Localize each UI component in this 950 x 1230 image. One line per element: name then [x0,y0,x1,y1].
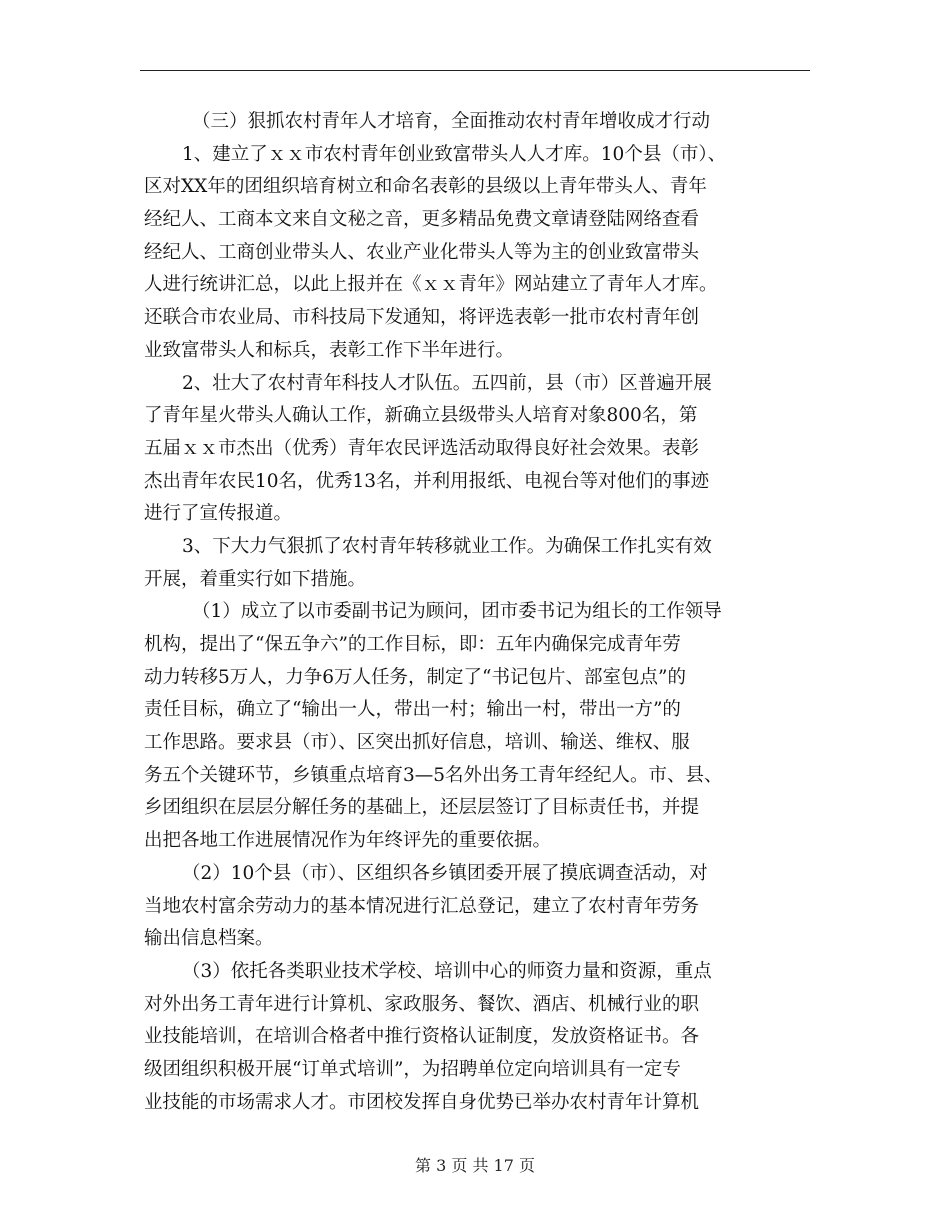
paragraph-line: 进行了宣传报道。 [144,503,293,525]
paragraph-line: 区对XX年的团组织培育树立和命名表彰的县级以上青年带头人、青年 [144,176,707,198]
page-number: 第 3 页 共 17 页 [415,1156,535,1175]
paragraph-line: 开展，着重实行如下措施。 [144,568,367,590]
paragraph-line: 还联合市农业局、市科技局下发通知，将评选表彰一批市农村青年创 [144,307,700,329]
paragraph-line: 1、建立了ｘｘ市农村青年创业致富带头人人才库。10个县（市）、 [182,143,727,165]
paragraph-line: 人进行统讲汇总，以此上报并在《ｘｘ青年》网站建立了青年人才库。 [144,274,718,296]
paragraph-line: 经纪人、工商创业带头人、农业产业化带头人等为主的创业致富带头 [144,241,700,263]
document-body [144,106,814,1119]
paragraph-line: （3）依托各类职业技术学校、培训中心的师资力量和资源，重点 [182,960,712,982]
paragraph-line: 业技能培训，在培训合格者中推行资格认证制度，发放资格证书。各 [144,1026,700,1048]
section-heading: （三）狠抓农村青年人才培育，全面推动农村青年增收成才行动 [192,111,711,132]
paragraph-line: 当地农村富余劳动力的基本情况进行汇总登记，建立了农村青年劳务 [144,895,700,917]
paragraph-line: 出把各地工作进展情况作为年终评先的重要依据。 [144,830,552,852]
paragraph-line: 机构，提出了“保五争六”的工作目标，即：五年内确保完成青年劳 [144,634,681,655]
paragraph-line: 对外出务工青年进行计算机、家政服务、餐饮、酒店、机械行业的职 [144,993,700,1015]
paragraph-line: 工作思路。要求县（市）、区突出抓好信息，培训、输送、维权、服 [144,732,690,754]
paragraph-line: 业技能的市场需求人才。市团校发挥自身优势已举办农村青年计算机 [144,1091,700,1113]
paragraph-line: 五届ｘｘ市杰出（优秀）青年农民评选活动取得良好社会效果。表彰 [144,437,700,459]
paragraph-line: 输出信息档案。 [144,928,274,950]
paragraph-line: 了青年星火带头人确认工作，新确立县级带头人培育对象800名，第 [144,405,698,427]
paragraph-line: （2）10个县（市）、区组织各乡镇团委开展了摸底调查活动，对 [182,862,708,884]
header-rule [140,70,810,71]
paragraph-line: （1）成立了以市委副书记为顾问，团市委书记为组长的工作领导 [192,601,722,623]
paragraph-line: 务五个关键环节，乡镇重点培育3—5名外出务工青年经纪人。市、县、 [144,764,723,786]
paragraph-line: 3、下大力气狠抓了农村青年转移就业工作。为确保工作扎实有效 [182,535,712,557]
paragraph-line: 责任目标，确立了“输出一人，带出一村；输出一村，带出一方”的 [144,699,681,721]
paragraph-line: 业致富带头人和标兵，表彰工作下半年进行。 [144,339,515,361]
paragraph-line: 级团组织积极开展“订单式培训”，为招聘单位定向培训具有一定专 [144,1058,681,1080]
paragraph-line: 杰出青年农民10名，优秀13名，并利用报纸、电视台等对他们的事迹 [144,470,710,492]
paragraph-line: 乡团组织在层层分解任务的基础上，还层层签订了目标责任书，并提 [144,797,700,819]
paragraph-line: 动力转移5万人，力争6万人任务，制定了“书记包片、部室包点”的 [144,666,686,688]
paragraph-line: 2、壮大了农村青年科技人才队伍。五四前，县（市）区普遍开展 [182,372,712,394]
paragraph-line: 经纪人、工商本文来自文秘之音，更多精品免费文章请登陆网络查看 [144,209,700,231]
